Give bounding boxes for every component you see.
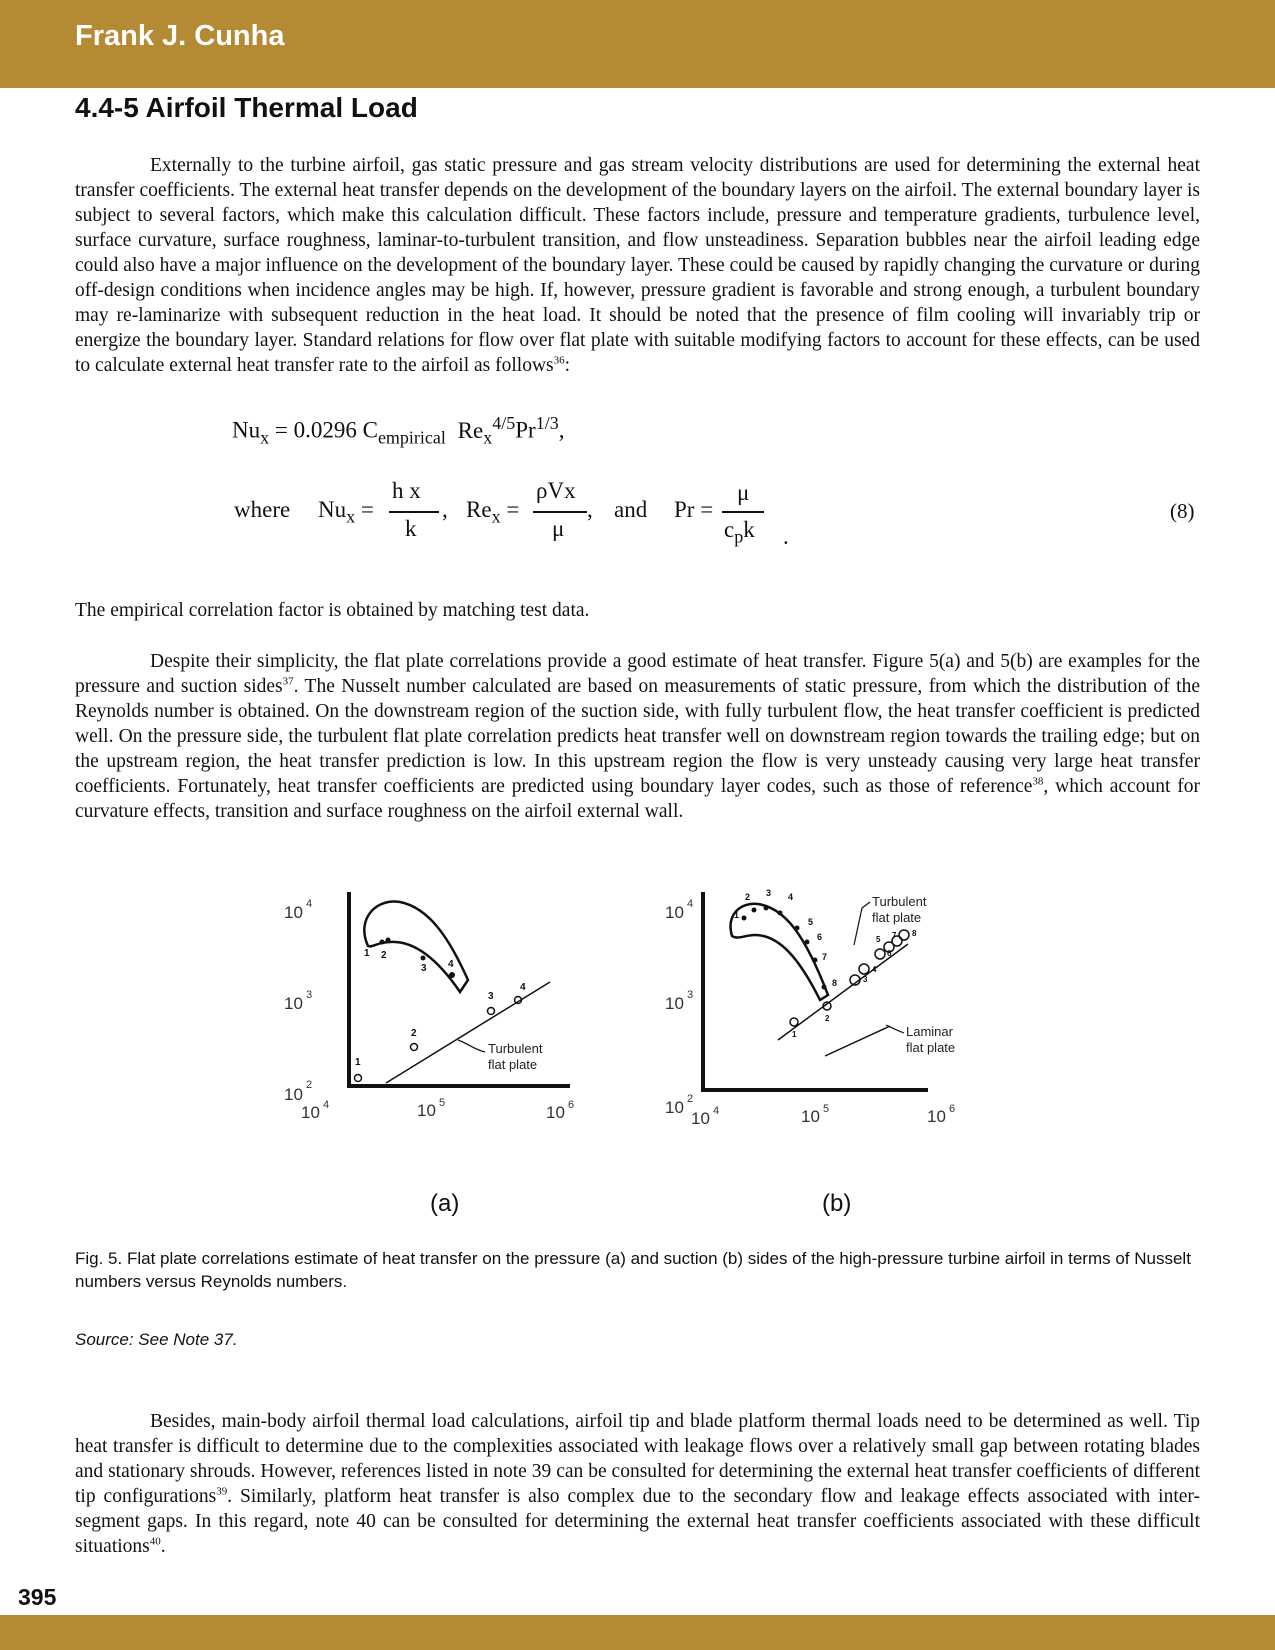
tap-marker <box>795 926 800 931</box>
nu-symbol: Nu <box>232 417 261 443</box>
fraction-numerator-rhovx: ρVx <box>536 478 576 503</box>
tap-marker <box>742 916 747 921</box>
re-symbol: Re <box>466 497 492 522</box>
x-tick-label: 10 <box>801 1107 820 1126</box>
data-point-5 <box>875 949 885 959</box>
where-word: where <box>234 497 291 522</box>
footer-band <box>0 1615 1275 1650</box>
fraction-denominator-mu: μ <box>552 516 565 541</box>
reference-superscript: 40 <box>149 1535 161 1548</box>
y-tick-labels <box>665 898 693 1117</box>
subscript-x: x <box>483 427 493 448</box>
paragraph-external-heat-transfer <box>75 153 1200 378</box>
y-tick-exponent: 2 <box>306 1079 313 1091</box>
data-point-2 <box>411 1044 418 1051</box>
k-symbol: k <box>743 517 755 542</box>
data-point-8 <box>899 930 909 940</box>
point-label: 6 <box>887 949 892 958</box>
period: . <box>783 524 789 549</box>
x-tick-label: 10 <box>301 1103 320 1122</box>
point-label: 1 <box>355 1057 361 1068</box>
pr-definition-lhs <box>674 497 713 523</box>
tap-marker <box>752 908 757 913</box>
paragraph-empirical-factor: The empirical correlation factor is obtained by matching test data. <box>75 600 590 621</box>
paragraph-text: . Similarly, platform heat transfer is also complex due to the secondary flow and leakage effects associated with inter-segment gaps. In this regard, note 40 can be consulted for determining the external heat transfer coefficients associated with these difficult situations <box>75 1486 1200 1557</box>
y-tick-label-top: 10 <box>665 903 684 922</box>
x-tick-label: 10 <box>417 1101 436 1120</box>
reference-superscript: 37 <box>282 675 294 688</box>
fraction-numerator-mu: μ <box>737 480 750 505</box>
figure-label-a: (a) <box>430 1190 460 1217</box>
tap-label: 1 <box>734 910 740 920</box>
re-symbol: Re <box>457 417 484 443</box>
x-tick-exponent: 6 <box>949 1103 956 1115</box>
airfoil-tap-labels <box>364 948 454 974</box>
pr-symbol: Pr <box>515 417 536 443</box>
x-tick-label: 10 <box>546 1103 565 1122</box>
subscript-x: x <box>346 506 356 527</box>
annotation-turbulent: Turbulent <box>488 1041 543 1056</box>
equation-constant: = 0.0296 C <box>274 417 378 443</box>
x-tick-labels <box>691 1103 955 1128</box>
fraction-numerator-hx: h x <box>392 478 421 503</box>
and-word: and <box>614 497 648 522</box>
point-label: 1 <box>792 1030 797 1039</box>
paragraph-text: Besides, main-body airfoil thermal load calculations, airfoil tip and blade platform thermal loads need to be determined as well. Tip heat transfer is difficult to determine due to the complexities associated with leakage flows over a relatively small gap between rotating blades and stationary shrouds. However, references listed in note 39 can be consulted for determining the external heat transfer coefficients of different tip configurations <box>75 1411 1200 1507</box>
tap-marker <box>449 972 455 978</box>
data-point-4 <box>859 964 869 974</box>
nusselt-correlation-equation <box>232 414 564 448</box>
fraction-bar <box>389 511 439 513</box>
tap-label: 3 <box>766 888 772 898</box>
equals-sign: = <box>700 497 714 522</box>
paragraph-text: , which account for curvature effects, transition and surface roughness on the airfoil external wall. <box>75 776 1200 822</box>
x-tick-exponent: 5 <box>823 1103 830 1115</box>
point-label: 7 <box>892 931 897 940</box>
data-point-1 <box>355 1075 362 1082</box>
exponent-1-3: 1/3 <box>535 413 559 433</box>
paragraph-flat-plate-correlations <box>75 649 1200 824</box>
x-tick-exponent: 4 <box>713 1105 720 1117</box>
subscript-x: x <box>491 506 501 527</box>
y-tick-label-mid: 10 <box>284 994 303 1013</box>
tap-marker <box>778 911 783 916</box>
author-name: Frank J. Cunha <box>75 20 285 52</box>
point-label: 3 <box>863 975 868 984</box>
paragraph-punctuation: . <box>160 1536 166 1557</box>
paragraph-punctuation: : <box>564 355 571 376</box>
tap-marker <box>805 940 810 945</box>
equation-comma: , <box>558 417 565 443</box>
subscript-empirical: empirical <box>377 427 446 448</box>
point-label: 8 <box>912 929 917 938</box>
reference-superscript: 38 <box>1032 775 1044 788</box>
tap-marker <box>421 956 426 961</box>
comma: , <box>442 497 448 522</box>
fraction-denominator-k: k <box>405 516 417 541</box>
y-tick-labels <box>284 898 312 1104</box>
data-point-3 <box>488 1008 495 1015</box>
point-label: 3 <box>488 991 494 1002</box>
fraction-bar <box>722 511 764 513</box>
x-tick-exponent: 6 <box>568 1099 575 1111</box>
tap-marker <box>380 940 385 945</box>
y-tick-label-bottom: 10 <box>665 1098 684 1117</box>
airfoil-profile <box>364 902 468 992</box>
tap-marker <box>764 906 769 911</box>
y-tick-exponent: 3 <box>687 989 694 1001</box>
tap-marker <box>813 958 818 963</box>
pr-symbol: Pr <box>674 497 695 522</box>
annotation-leader <box>458 1040 485 1052</box>
annotation-flat-plate: flat plate <box>488 1057 538 1072</box>
paragraph-text: Despite their simplicity, the flat plate correlations provide a good estimate of heat transfer. Figure 5(a) and 5(b) are examples for the pressure and suction sides <box>75 651 1200 697</box>
annotation-turbulent: Turbulent <box>872 894 927 909</box>
figure-label-b: (b) <box>822 1190 852 1217</box>
annotation-laminar: Laminar <box>906 1024 953 1039</box>
tap-label: 7 <box>822 952 828 962</box>
annotation-flat-plate: flat plate <box>872 910 922 925</box>
tap-marker <box>822 985 827 990</box>
exponent-4-5: 4/5 <box>492 413 516 433</box>
point-label: 2 <box>411 1028 417 1039</box>
tap-label: 1 <box>364 948 370 959</box>
tap-label: 4 <box>448 959 454 970</box>
subscript-x: x <box>260 427 270 448</box>
y-tick-exponent: 3 <box>306 989 313 1001</box>
paragraph-text: . The Nusselt number calculated are based on measurements of static pressure, from which the distribution of the Reynolds number is obtained. On the downstream region of the suction side, with fully turbulent flow, the heat transfer coefficient is predicted well. On the pressure side, the turbulent flat plate correlation predicts heat transfer well on downstream region towards the trailing edge; but on the upstream region, the heat transfer prediction is low. In this upstream region the flow is very unsteady causing very large heat transfer coefficients. Fortunately, heat transfer coefficients are predicted using boundary layer codes, such as those of reference <box>75 676 1200 797</box>
laminar-leader <box>886 1025 904 1033</box>
x-tick-label: 10 <box>691 1109 710 1128</box>
x-tick-exponent: 4 <box>323 1099 330 1111</box>
figure-panel-a <box>270 880 600 1140</box>
comma: , <box>587 497 593 522</box>
y-tick-exponent: 4 <box>687 898 694 910</box>
y-tick-label-top: 10 <box>284 903 303 922</box>
tap-label: 2 <box>381 950 387 961</box>
equation-number: (8) <box>1170 499 1195 523</box>
section-title: 4.4-5 Airfoil Thermal Load <box>75 92 418 123</box>
figure-panel-b <box>660 880 1020 1140</box>
c-symbol: c <box>724 517 735 542</box>
figure-caption: Fig. 5. Flat plate correlations estimate of heat transfer on the pressure (a) and suction (b) sides of the high-pressure turbine airfoil in terms of Nusselt numbers versus Reynolds numbers. <box>75 1249 1191 1291</box>
laminar-correlation-line <box>825 1026 890 1056</box>
figure-source: Source: See Note 37. <box>75 1330 238 1349</box>
reference-superscript: 39 <box>216 1485 228 1498</box>
tap-label: 2 <box>745 892 751 902</box>
paragraph-text: Externally to the turbine airfoil, gas static pressure and gas stream velocity distributions are used for determining the external heat transfer coefficients. The external heat transfer depends on the development of the boundary layers on the airfoil. The external boundary layer is subject to several factors, which make this calculation difficult. These factors include, pressure and temperature gradients, turbulence level, surface curvature, surface roughness, laminar-to-turbulent transition, and flow unsteadiness. Separation bubbles near the airfoil leading edge could also have a major influence on the development of the boundary layer. These could be caused by rapidly changing the curvature or during off-design conditions when incidence angles may be high. If, however, pressure gradient is favorable and strong enough, a turbulent boundary may re-laminarize with subsequent reduction in the heat load. It should be noted that the presence of film cooling will invariably trip or energize the boundary layer. Standard relations for flow over flat plate with suitable modifying factors to account for these effects, can be used to calculate external heat transfer rate to the airfoil as follows <box>75 155 1200 376</box>
equals-sign: = <box>360 497 374 522</box>
x-tick-labels <box>301 1097 574 1122</box>
page-number: 395 <box>18 1584 57 1610</box>
point-label: 2 <box>825 1014 830 1023</box>
point-label: 5 <box>876 935 881 944</box>
tap-label: 8 <box>832 978 838 988</box>
reference-superscript: 36 <box>553 354 565 367</box>
tap-label: 6 <box>817 932 823 942</box>
equals-sign: = <box>506 497 520 522</box>
y-tick-exponent: 2 <box>687 1093 694 1105</box>
re-definition-lhs <box>466 497 519 528</box>
annotation-laminar-flat-plate: flat plate <box>906 1040 956 1055</box>
point-label: 4 <box>520 982 526 993</box>
point-label: 4 <box>872 965 877 974</box>
x-tick-exponent: 5 <box>439 1097 446 1109</box>
tap-label: 3 <box>421 963 427 974</box>
nu-symbol: Nu <box>318 497 347 522</box>
y-tick-label-bottom: 10 <box>284 1085 303 1104</box>
subscript-p: p <box>734 526 744 547</box>
x-tick-label: 10 <box>927 1107 946 1126</box>
nu-definition-lhs <box>318 497 374 528</box>
tap-label: 4 <box>788 892 794 902</box>
paragraph-tip-platform <box>75 1409 1200 1559</box>
fraction-denominator-cpk <box>724 517 755 548</box>
tap-marker <box>386 938 391 943</box>
fraction-bar <box>533 511 587 513</box>
turbulent-leader <box>854 902 870 945</box>
y-tick-exponent: 4 <box>306 898 313 910</box>
tap-label: 5 <box>808 917 814 927</box>
data-point-1 <box>790 1018 798 1026</box>
y-tick-label-mid: 10 <box>665 994 684 1013</box>
